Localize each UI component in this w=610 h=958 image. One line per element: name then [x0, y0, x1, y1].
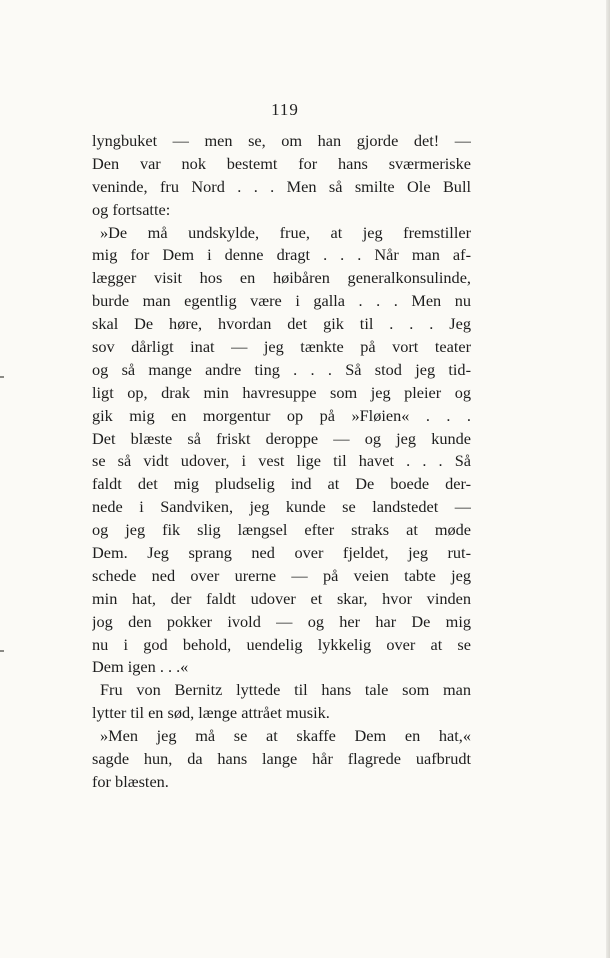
- text-line: skal De høre, hvordan det gik til . . . Jeg: [92, 314, 471, 334]
- body-text: [92, 130, 471, 794]
- text-line: og så mange andre ting . . . Så stod jeg tid-: [92, 359, 471, 379]
- text-line: lytter til en sød, længe attrået musik.: [92, 703, 330, 723]
- text-line: Dem. Jeg sprang ned over fjeldet, jeg rut-: [92, 543, 471, 563]
- text-line: schede ned over urerne — på veien tabte jeg: [92, 565, 471, 585]
- text-line: gik mig en morgentur op på »Fløien« . . .: [92, 405, 471, 425]
- page-edge-shadow: [606, 0, 610, 958]
- text-line: Fru von Bernitz lyttede til hans tale som man: [100, 680, 471, 700]
- text-line: Dem igen . . .«: [92, 657, 189, 677]
- text-line: jog den pokker ivold — og her har De mig: [92, 611, 471, 631]
- text-line: min hat, der faldt udover et skar, hvor vinden: [92, 588, 471, 608]
- text-line: »Men jeg må se at skaffe Dem en hat,«: [100, 726, 471, 746]
- text-line: sagde hun, da hans lange hår flagrede uafbrudt: [92, 749, 471, 769]
- margin-mark: [0, 650, 4, 652]
- text-line: for blæsten.: [92, 771, 169, 791]
- text-line: »De må undskylde, frue, at jeg fremstiller: [100, 222, 471, 242]
- margin-mark: [0, 376, 4, 378]
- text-line: Den var nok bestemt for hans sværmeriske: [92, 153, 471, 173]
- text-line: lyngbuket — men se, om han gjorde det! —: [92, 131, 471, 150]
- text-line: sov dårligt inat — jeg tænkte på vort teater: [92, 337, 471, 357]
- text-line: burde man egentlig være i galla . . . Men nu: [92, 291, 471, 311]
- text-line: lægger visit hos en høibåren generalkonsulinde,: [92, 268, 471, 288]
- text-line: Det blæste så friskt deroppe — og jeg kunde: [92, 428, 471, 448]
- text-line: og fortsatte:: [92, 199, 171, 219]
- text-line: ligt op, drak min havresuppe som jeg pleier og: [92, 382, 471, 402]
- text-line: og jeg fik slig længsel efter straks at møde: [92, 520, 471, 540]
- text-line: nu i god behold, uendelig lykkelig over at se: [92, 634, 471, 654]
- page-number: 119: [271, 100, 299, 119]
- text-line: se så vidt udover, i vest lige til havet . . . Så: [92, 451, 471, 471]
- text-line: faldt det mig pludselig ind at De boede der-: [92, 474, 471, 494]
- text-line: mig for Dem i denne dragt . . . Når man af-: [92, 245, 471, 265]
- text-line: nede i Sandviken, jeg kunde se landstedet —: [92, 497, 471, 517]
- text-line: veninde, fru Nord . . . Men så smilte Ole Bull: [92, 176, 471, 196]
